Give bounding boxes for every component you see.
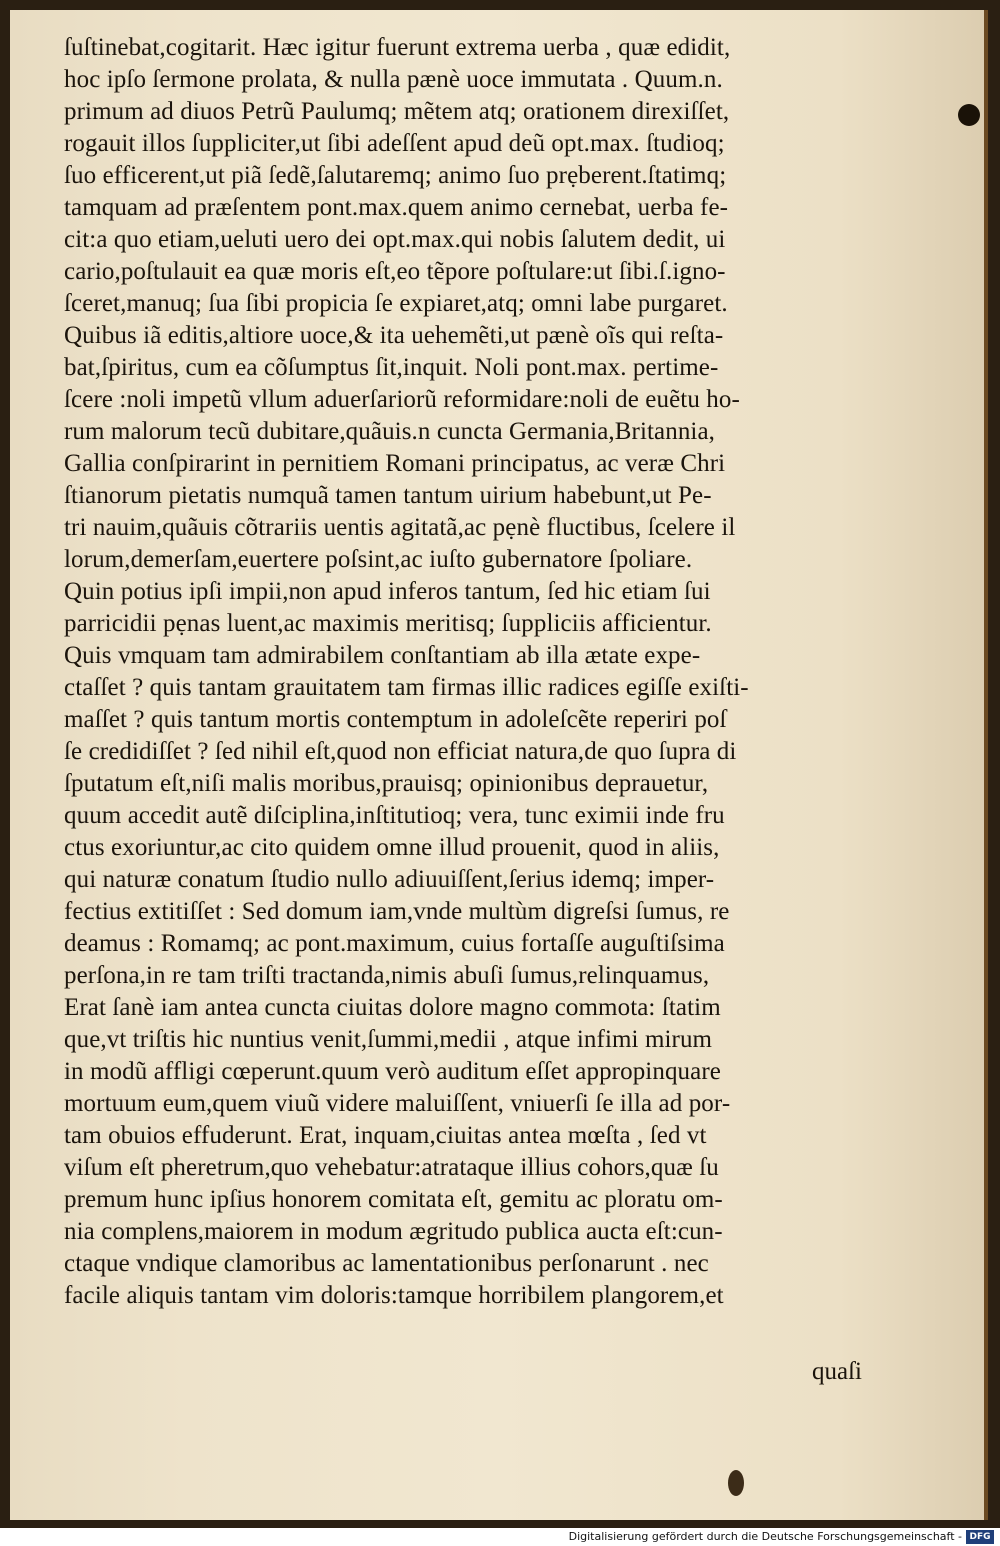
text-line: bat,ſpiritus, cum ea cõſumptus ſit,inquit. Noli pont.max. pertime- — [64, 354, 719, 381]
text-line: ctaque vndique clamoribus ac lamentationibus perſonarunt . nec — [64, 1250, 709, 1277]
text-line: ctaſſet ? quis tantam grauitatem tam firmas illic radices egiſſe exiſti- — [64, 674, 749, 701]
text-line: Quibus iã editis,altiore uoce,& ita uehemẽti,ut pænè oĩs qui reſta- — [64, 322, 724, 349]
dfg-logo: DFG — [966, 1530, 994, 1544]
text-line: lorum,demerſam,euertere poſsint,ac iuſto gubernatore ſpoliare. — [64, 546, 693, 573]
text-line: que,vt triſtis hic nuntius venit,ſummi,medii , atque infimi mirum — [64, 1026, 713, 1053]
text-line: ſcere :noli impetũ vllum aduerſariorũ reformidare:noli de euẽtu ho- — [64, 386, 740, 413]
footer-credit: Digitalisierung gefördert durch die Deutsche Forschungsgemeinschaft - — [568, 1530, 962, 1543]
text-line: maſſet ? quis tantum mortis contemptum in adoleſcẽte reperiri poſ — [64, 706, 727, 733]
text-line: tamquam ad præſentem pont.max.quem animo cernebat, uerba fe- — [64, 194, 729, 221]
text-line: cario,poſtulauit ea quæ moris eſt,eo tẽpore poſtulare:ut ſibi.ſ.igno- — [64, 258, 726, 285]
text-line: perſona,in re tam triſti tractanda,nimis abuſi ſumus,relinquamus, — [64, 962, 710, 989]
text-line: parricidii pẹnas luent,ac maximis meritisq; ſuppliciis afficientur. — [64, 610, 712, 637]
text-line: tam obuios effuderunt. Erat, inquam,ciuitas antea mœſta , ſed vt — [64, 1122, 707, 1149]
book-page — [10, 10, 988, 1520]
text-line: facile aliquis tantam vim doloris:tamque horribilem plangorem,et — [64, 1282, 724, 1309]
text-line: cit:a quo etiam,ueluti uero dei opt.max.qui nobis ſalutem dedit, ui — [64, 226, 726, 253]
text-line: in modũ affligi cœperunt.quum verò auditum eſſet appropinquare — [64, 1058, 721, 1085]
text-block — [64, 32, 914, 1312]
text-line: rogauit illos ſuppliciter,ut ſibi adeſſent apud deũ opt.max. ſtudioq; — [64, 130, 725, 157]
text-line: Quis vmquam tam admirabilem conſtantiam ab illa ætate expe- — [64, 642, 701, 669]
text-line: Quin potius ipſi impii,non apud inferos tantum, ſed hic etiam ſui — [64, 578, 711, 605]
text-line: tri nauim,quãuis cõtrariis uentis agitatã,ac pẹnè fluctibus, ſcelere il — [64, 514, 736, 541]
text-line: qui naturæ conatum ſtudio nullo adiuuiſſent,ſerius idemq; imper- — [64, 866, 715, 893]
text-line: primum ad diuos Petrũ Paulumq; mẽtem atq; orationem direxiſſet, — [64, 98, 730, 125]
text-line: premum hunc ipſius honorem comitata eſt, gemitu ac ploratu om- — [64, 1186, 723, 1213]
catchword: quaſi — [812, 1358, 862, 1385]
text-line: ſputatum eſt,niſi malis moribus,prauisq; opinionibus deprauetur, — [64, 770, 709, 797]
ink-spot — [958, 104, 980, 126]
text-line: fectius extitiſſet : Sed domum iam,vnde multùm digreſsi ſumus, re — [64, 898, 730, 925]
text-line: Erat ſanè iam antea cuncta ciuitas dolore magno commota: ſtatim — [64, 994, 721, 1021]
text-line: Gallia conſpirarint in pernitiem Romani principatus, ac veræ Chri — [64, 450, 726, 477]
footer-bar — [0, 1528, 1000, 1546]
text-line: quum accedit autẽ diſciplina,inſtitutioq; vera, tunc eximii inde fru — [64, 802, 725, 829]
text-line: ſtianorum pietatis numquã tamen tantum uirium habebunt,ut Pe- — [64, 482, 712, 509]
text-line: ſceret,manuq; ſua ſibi propicia ſe expiaret,atq; omni labe purgaret. — [64, 290, 728, 317]
page-mark — [728, 1470, 744, 1496]
text-line: ſuſtinebat,cogitarit. Hæc igitur fuerunt extrema uerba , quæ edidit, — [64, 34, 731, 61]
text-line: ſe credidiſſet ? ſed nihil eſt,quod non efficiat natura,de quo ſupra di — [64, 738, 737, 765]
text-line: nia complens,maiorem in modum ægritudo publica aucta eſt:cun- — [64, 1218, 723, 1245]
text-line: viſum eſt pheretrum,quo vehebatur:atrataque illius cohors,quæ ſu — [64, 1154, 719, 1181]
text-line: rum malorum tecũ dubitare,quãuis.n cuncta Germania,Britannia, — [64, 418, 716, 445]
text-line: ctus exoriuntur,ac cito quidem omne illud prouenit, quod in aliis, — [64, 834, 720, 861]
text-line: ſuo efficerent,ut piã ſedẽ,ſalutaremq; animo ſuo prẹberent.ſtatimq; — [64, 162, 727, 189]
text-line: mortuum eum,quem viuũ videre maluiſſent, vniuerſi ſe illa ad por- — [64, 1090, 731, 1117]
text-line: deamus : Romamq; ac pont.maximum, cuius fortaſſe auguſtiſsima — [64, 930, 725, 957]
text-line: hoc ipſo ſermone prolata, & nulla pænè uoce immutata . Quum.n. — [64, 66, 723, 93]
